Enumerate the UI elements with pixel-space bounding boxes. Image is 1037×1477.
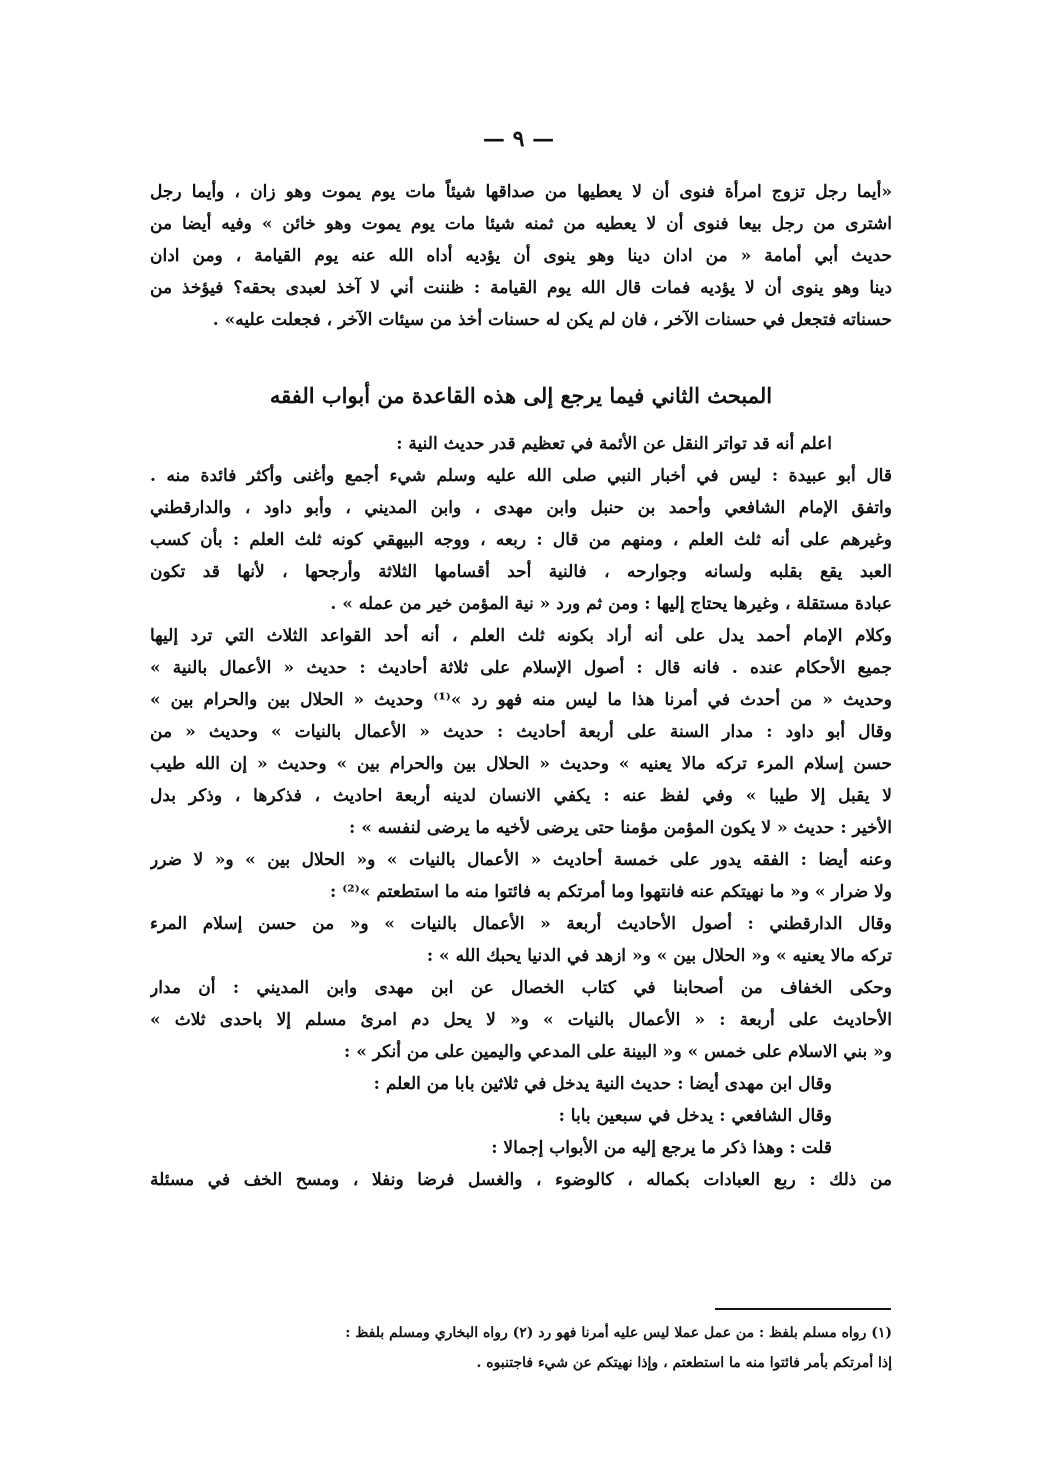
text-line: قلت : وهذا ذكر ما يرجع إليه من الأبواب إجمالا : <box>491 1138 832 1158</box>
text-line: وحكى الخفاف من أصحابنا في كتاب الخصال عن ابن مهدى وابن المديني : أن مدار <box>150 978 892 998</box>
text-line: لا يقبل إلا طيبا » وفي لفظ عنه : يكفي الانسان لدينه أربعة احاديث ، فذكرها ، وذكر بدل <box>150 786 892 806</box>
text-line: تركه مالا يعنيه » و« الحلال بين » و« ازهد في الدنيا يحبك الله » : <box>426 946 892 966</box>
text-line: وحديث « من أحدث في أمرنا هذا ما ليس منه فهو رد »⁽¹⁾ وحديث « الحلال بين والحرام بين » <box>150 690 892 710</box>
text-line: وقال ابن مهدى أيضا : حديث النية يدخل في ثلاثين بابا من العلم : <box>373 1074 832 1094</box>
text-line: العبد يقع بقلبه ولسانه وجوارحه ، فالنية أحد أقسامها الثلاثة وأرجحها ، لأنها قد تكون <box>150 562 892 582</box>
footnote-line: إذا أمرتكم بأمر فائتوا منه ما استطعتم ، وإذا نهيتكم عن شيء فاجتنبوه . <box>476 1355 892 1371</box>
text-line: وكلام الإمام أحمد يدل على أنه أراد بكونه ثلث العلم ، أنه أحد القواعد الثلاث التي ترد إليها <box>150 626 892 646</box>
text-line: الأخير : حديث « لا يكون المؤمن مؤمنا حتى يرضى لأخيه ما يرضى لنفسه » : <box>349 818 892 838</box>
text-line: وغيرهم على أنه ثلث العلم ، ومنهم من قال : ربعه ، ووجه البيهقي كونه ثلث العلم : بأن كسب <box>150 530 892 550</box>
text-line: ولا ضرار » و« ما نهيتكم عنه فانتهوا وما أمرتكم به فائتوا منه ما استطعتم »⁽²⁾ : <box>330 882 892 902</box>
text-line: الأحاديث على أربعة : « الأعمال بالنيات » و« لا يحل دم امرئ مسلم إلا باحدى ثلاث » <box>150 1010 892 1030</box>
text-line: «أيما رجل تزوج امرأة فنوى أن لا يعطيها من صداقها شيئاً مات يوم يموت وهو زان ، وأيما رجل <box>150 182 892 202</box>
section-heading: المبحث الثاني فيما يرجع إلى هذه القاعدة من أبواب الفقه <box>269 383 773 408</box>
text-line: وقال الشافعي : يدخل في سبعين بابا : <box>558 1106 832 1126</box>
text-line: حديث أبي أمامة « من ادان دينا وهو ينوى أن يؤديه أداه الله عنه يوم القيامة ، ومن ادان <box>150 246 892 266</box>
text-line: وقال الدارقطني : أصول الأحاديث أربعة « الأعمال بالنيات » و« من حسن إسلام المرء <box>150 914 892 934</box>
page-number: — ٩ — <box>482 126 555 152</box>
text-line: وقال أبو داود : مدار السنة على أربعة أحاديث : حديث « الأعمال بالنيات » وحديث « من <box>150 722 892 742</box>
text-line: حسن إسلام المرء تركه مالا يعنيه » وحديث « الحلال بين والحرام بين » وحديث « إن الله طيب <box>150 754 892 774</box>
text-line: من ذلك : ربع العبادات بكماله ، كالوضوء ، والغسل فرضا ونفلا ، ومسح الخف في مسئلة <box>150 1170 892 1190</box>
text-line: اشترى من رجل بيعا فنوى أن لا يعطيه من ثمنه شيئا مات يوم يموت وهو خائن » وفيه أيضا من <box>150 214 892 234</box>
footnotes <box>150 1318 892 1378</box>
text-line: قال أبو عبيدة : ليس في أخبار النبي صلى الله عليه وسلم شيء أجمع وأغنى وأكثر فائدة منه . <box>150 466 892 486</box>
text-line: دينا وهو ينوى أن لا يؤديه فمات قال الله يوم القيامة : ظننت أني لا آخذ لعبدى بحقه؟ فيؤخذ من <box>150 278 892 298</box>
text-line: جميع الأحكام عنده . فانه قال : أصول الإسلام على ثلاثة أحاديث : حديث « الأعمال بالنية » <box>150 658 892 678</box>
footnote-line: (١) رواه مسلم بلفظ : من عمل عملا ليس عليه أمرنا فهو رد (٢) رواه البخاري ومسلم بلفظ : <box>345 1325 892 1341</box>
text-line: حسناته فتجعل في حسنات الآخر ، فان لم يكن له حسنات أخذ من سيئات الآخر ، فجعلت عليه» . <box>212 310 892 330</box>
text-line: اعلم أنه قد تواتر النقل عن الأئمة في تعظيم قدر حديث النية : <box>396 434 832 454</box>
paragraph-hadith-quote <box>150 176 892 336</box>
text-line: واتفق الإمام الشافعي وأحمد بن حنبل وابن مهدى ، وابن المديني ، وأبو داود ، والدارقطني <box>150 498 892 518</box>
text-line: و« بني الاسلام على خمس » و« البينة على المدعي واليمين على من أنكر » : <box>344 1042 892 1062</box>
paragraph-main-body <box>150 428 892 1196</box>
text-line: وعنه أيضا : الفقه يدور على خمسة أحاديث « الأعمال بالنيات » و« الحلال بين » و« لا ضرر <box>150 850 892 870</box>
text-line: عبادة مستقلة ، وغيرها يحتاج إليها : ومن ثم ورد « نية المؤمن خير من عمله » . <box>330 594 892 614</box>
footnote-divider <box>715 1308 891 1310</box>
